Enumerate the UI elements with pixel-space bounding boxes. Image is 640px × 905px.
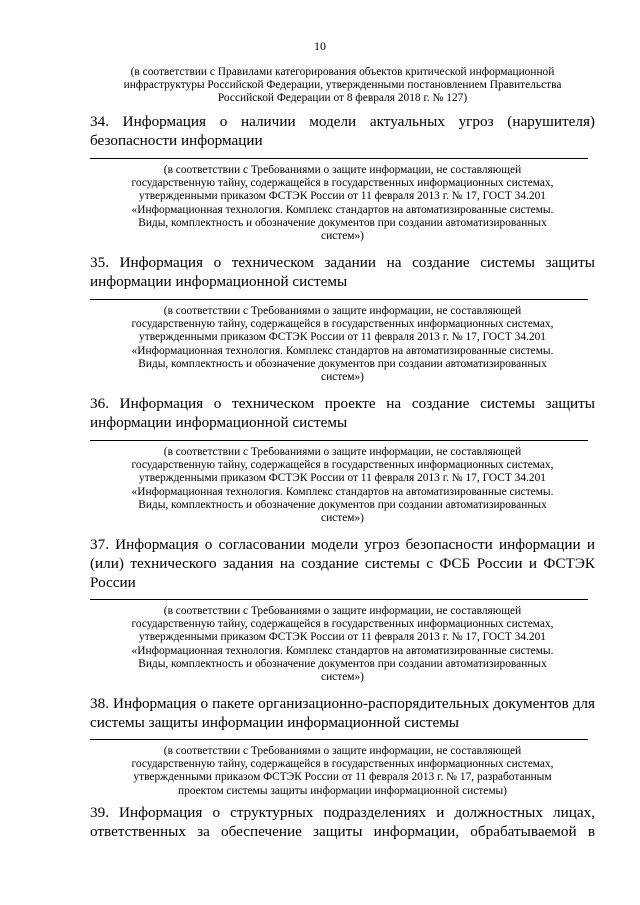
note-line: систем»)	[321, 371, 364, 384]
note-line: «Информационная технология. Комплекс стандартов на автоматизированные системы.	[131, 485, 554, 498]
note-line: систем»)	[321, 230, 364, 243]
note-line: проектом системы защиты информации информационной системы)	[178, 784, 507, 797]
item-line: системы защиты информации информационной системы	[90, 714, 460, 731]
note-line: государственную тайну, содержащейся в государственных информационных системах,	[131, 618, 554, 631]
note-line: (в соответствии с Требованиями о защите информации, не составляющей	[163, 446, 522, 458]
note-line: (в соответствии с Требованиями о защите информации, не составляющей	[163, 605, 522, 617]
item-34-text	[90, 112, 595, 150]
item-line: 39. Информация о структурных подразделениях и должностных лицах,	[90, 804, 595, 821]
note-line: утвержденными приказом ФСТЭК России от 11 февраля 2013 г. № 17, разработанным	[133, 771, 552, 784]
item-line: информации информационной системы	[90, 273, 348, 290]
note-line: государственную тайну, содержащейся в государственных информационных системах,	[131, 177, 554, 190]
note-line: утвержденными приказом ФСТЭК России от 11 февраля 2013 г. № 17, ГОСТ 34.201	[139, 331, 546, 344]
note-line: «Информационная технология. Комплекс стандартов на автоматизированные системы.	[131, 203, 554, 216]
item-36-text	[90, 394, 595, 432]
item-34-note	[95, 164, 590, 243]
note-line: (в соответствии с Требованиями о защите информации, не составляющей	[163, 164, 522, 176]
note-line: Виды, комплектность и обозначение документов при создании автоматизированных	[138, 498, 547, 511]
item-line: ответственных за обеспечение защиты информации, обрабатываемой в	[90, 823, 595, 840]
item-38-text	[90, 694, 595, 732]
item-line: (или) технического задания на создание системы с ФСБ России и ФСТЭК	[90, 555, 595, 572]
note-line: (в соответствии с Требованиями о защите информации, не составляющей	[163, 305, 522, 317]
note-line: Виды, комплектность и обозначение документов при создании автоматизированных	[138, 657, 547, 670]
fill-in-line	[90, 158, 588, 159]
item-line: России	[90, 574, 136, 591]
note-line: государственную тайну, содержащейся в государственных информационных системах,	[131, 758, 554, 771]
note-line: государственную тайну, содержащейся в государственных информационных системах,	[131, 318, 554, 331]
item-36-note	[95, 446, 590, 525]
item-line: 34. Информация о наличии модели актуальных угроз (нарушителя)	[90, 113, 595, 130]
item-line: 37. Информация о согласовании модели угроз безопасности информации и	[90, 536, 595, 553]
note-line: «Информационная технология. Комплекс стандартов на автоматизированные системы.	[131, 644, 554, 657]
item-line: безопасности информации	[90, 132, 263, 149]
intro-note-line: Российской Федерации от 8 февраля 2018 г. № 127)	[217, 92, 468, 105]
item-37-text	[90, 535, 595, 592]
fill-in-line	[90, 739, 588, 740]
note-line: утвержденными приказом ФСТЭК России от 11 февраля 2013 г. № 17, ГОСТ 34.201	[139, 472, 546, 485]
item-line: 36. Информация о техническом проекте на создание системы защиты	[90, 395, 595, 412]
intro-note-line: инфраструктуры Российской Федерации, утвержденными постановлением Правительства	[123, 79, 562, 92]
item-38-note	[95, 745, 590, 798]
item-39-text	[90, 803, 595, 841]
item-line: информации информационной системы	[90, 414, 348, 431]
note-line: систем»)	[321, 671, 364, 684]
page-number: 10	[314, 39, 326, 53]
note-line: утвержденными приказом ФСТЭК России от 11 февраля 2013 г. № 17, ГОСТ 34.201	[139, 190, 546, 203]
item-37-note	[95, 605, 590, 684]
note-line: систем»)	[321, 512, 364, 525]
note-line: «Информационная технология. Комплекс стандартов на автоматизированные системы.	[131, 344, 554, 357]
fill-in-line	[90, 599, 588, 600]
note-line: утвержденными приказом ФСТЭК России от 11 февраля 2013 г. № 17, ГОСТ 34.201	[139, 631, 546, 644]
item-line: 35. Информация о техническом задании на создание системы защиты	[90, 254, 595, 271]
fill-in-line	[90, 299, 588, 300]
note-line: Виды, комплектность и обозначение документов при создании автоматизированных	[138, 216, 547, 229]
note-line: государственную тайну, содержащейся в государственных информационных системах,	[131, 459, 554, 472]
note-line: (в соответствии с Требованиями о защите информации, не составляющей	[163, 745, 522, 757]
item-35-note	[95, 305, 590, 384]
intro-note-line: (в соответствии с Правилами категорирования объектов критической информационной	[130, 66, 555, 78]
fill-in-line	[90, 440, 588, 441]
item-line: 38. Информация о пакете организационно-распорядительных документов для	[90, 695, 595, 712]
intro-note	[95, 66, 590, 106]
note-line: Виды, комплектность и обозначение документов при создании автоматизированных	[138, 357, 547, 370]
item-35-text	[90, 253, 595, 291]
